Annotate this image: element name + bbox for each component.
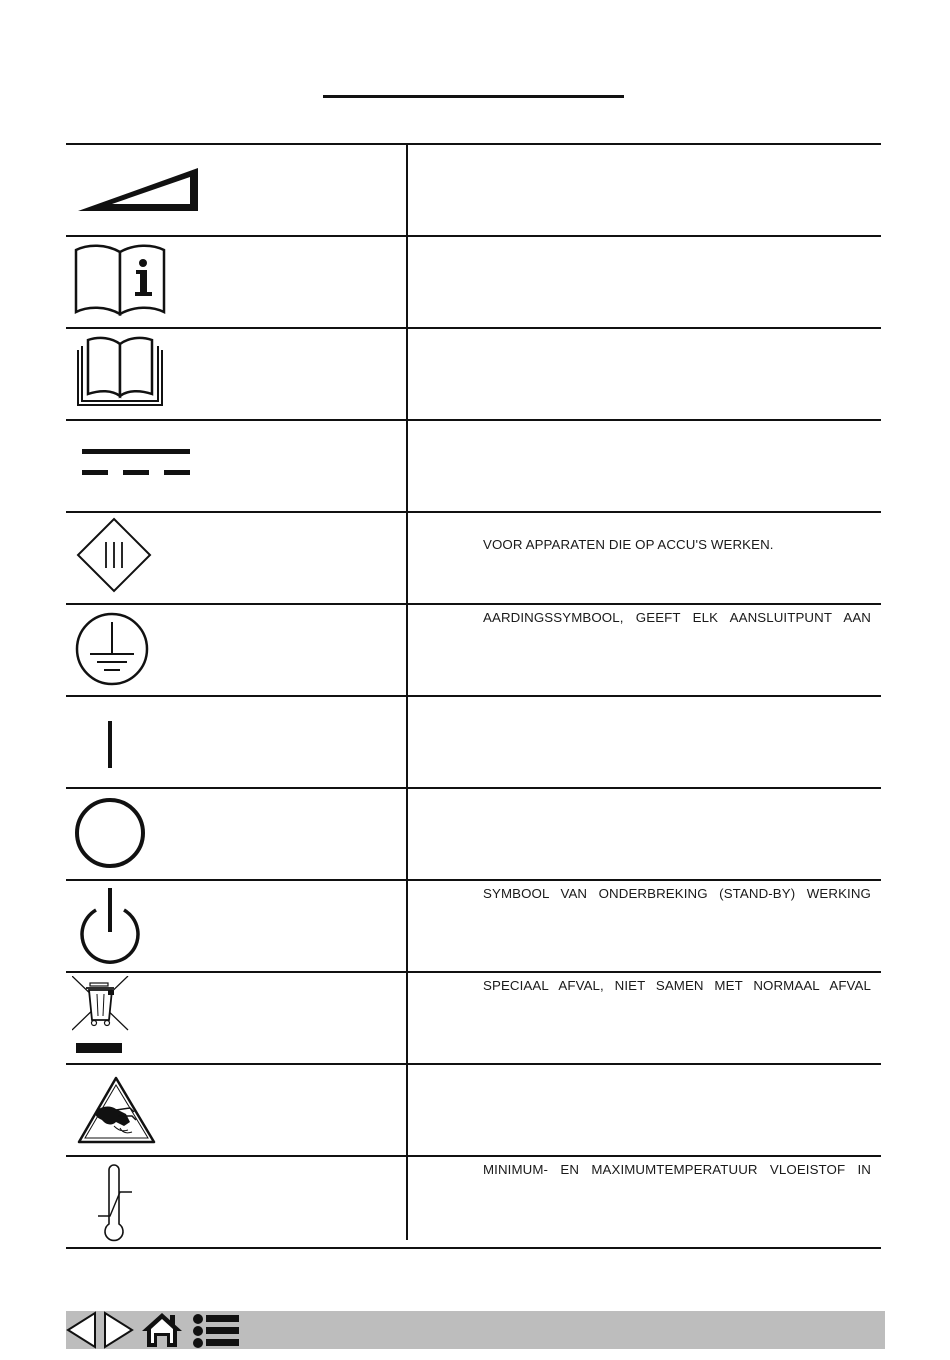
symbol-table [66, 143, 881, 1249]
table-row [66, 695, 881, 787]
open-book-icon [72, 332, 182, 416]
title-underline [323, 95, 624, 98]
power-off-icon [72, 792, 182, 876]
symbol-description: MINIMUM- EN MAXIMUMTEMPERATUUR VLOEISTOF IN [483, 1162, 871, 1177]
table-row [66, 787, 881, 879]
table-row [66, 1063, 881, 1155]
hand-crush-warning-icon [72, 1068, 182, 1152]
table-row [66, 511, 881, 603]
read-manual-info-icon [72, 240, 182, 324]
symbol-description: SPECIAAL AFVAL, NIET SAMEN MET NORMAAL AFVAL [483, 978, 871, 993]
table-row [66, 971, 881, 1063]
home-icon[interactable] [140, 1311, 184, 1349]
symbol-description: AARDINGSSYMBOOL, GEEFT ELK AANSLUITPUNT AAN [483, 610, 871, 625]
index-list-icon[interactable] [192, 1311, 242, 1349]
table-row [66, 327, 881, 419]
direct-current-icon [72, 424, 202, 508]
table-row [66, 143, 881, 235]
table-row [66, 879, 881, 971]
battery-operated-diamond-icon [72, 516, 182, 600]
navigation-bar [66, 1311, 885, 1349]
earth-ground-icon [72, 608, 182, 692]
power-on-icon [72, 700, 182, 784]
table-row [66, 419, 881, 511]
column-divider [406, 143, 408, 1240]
ramp-triangle-icon [72, 148, 212, 232]
table-row [66, 1155, 881, 1249]
thermometer-icon [72, 1160, 182, 1250]
previous-page-icon[interactable] [66, 1311, 98, 1349]
standby-icon [72, 884, 182, 968]
table-row [66, 235, 881, 327]
table-row [66, 603, 881, 695]
weee-crossed-bin-icon [72, 976, 182, 1060]
symbol-description: VOOR APPARATEN DIE OP ACCU'S WERKEN. [483, 537, 774, 552]
symbol-description: SYMBOOL VAN ONDERBREKING (STAND-BY) WERKING [483, 886, 871, 901]
next-page-icon[interactable] [102, 1311, 134, 1349]
